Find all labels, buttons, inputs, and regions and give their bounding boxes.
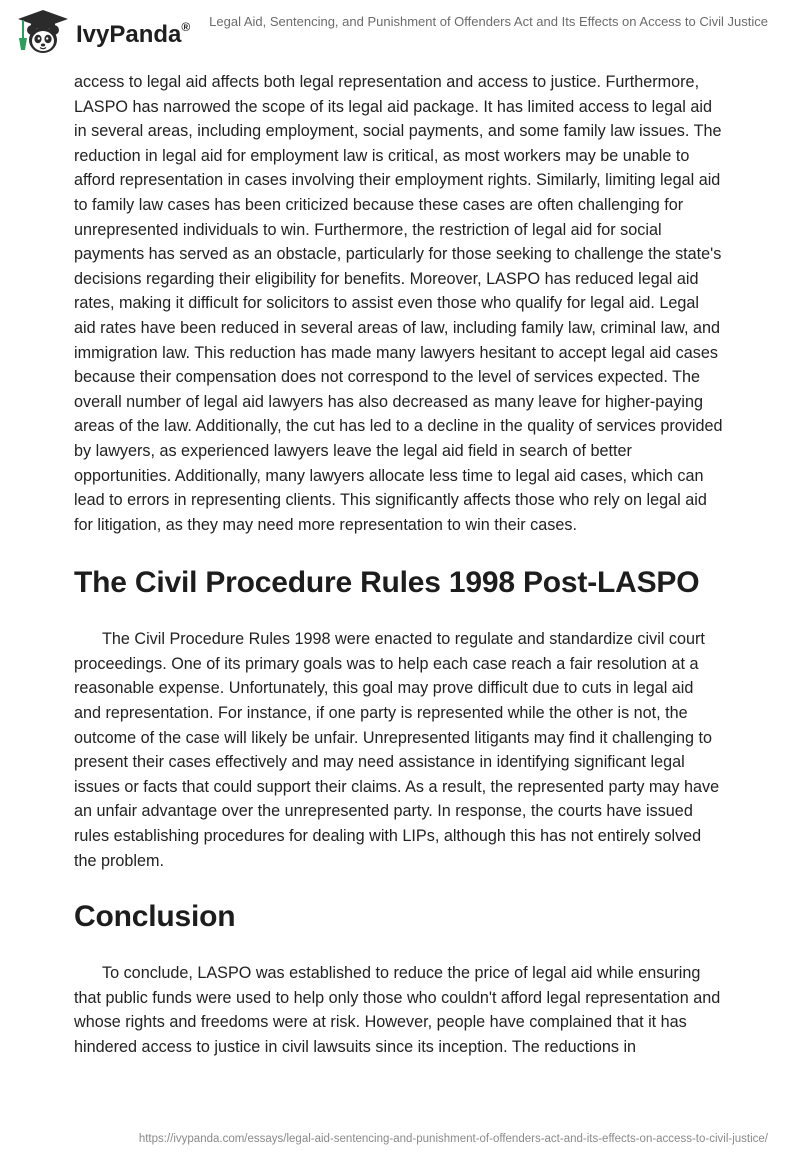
essay-content <box>74 70 724 1060</box>
section-heading-civil-procedure: The Civil Procedure Rules 1998 Post-LASPO <box>74 566 700 600</box>
section-heading-conclusion: Conclusion <box>74 900 236 934</box>
brand-name: IvyPanda® <box>76 20 191 48</box>
page-header <box>0 0 800 60</box>
panda-graduate-icon <box>14 8 72 56</box>
registered-mark: ® <box>181 20 191 34</box>
source-url[interactable]: https://ivypanda.com/essays/legal-aid-sentencing-and-punishment-of-offenders-act-and-its-effects-on-access-to-civil-justice/ <box>138 1133 768 1145</box>
document-title: Legal Aid, Sentencing, and Punishment of Offenders Act and Its Effects on Access to Civil Justice <box>209 14 768 29</box>
body-paragraph: To conclude, LASPO was established to reduce the price of legal aid while ensuring that public funds were used to help only those who couldn't afford legal representation and whose rights and freedoms were at risk. However, people have complained that it has hindered access to justice in civil lawsuits since its inception. The reductions in <box>74 964 721 1056</box>
body-paragraph: The Civil Procedure Rules 1998 were enacted to regulate and standardize civil court proceedings. One of its primary goals was to help each case reach a fair resolution at a reasonable expense. Unfortunately, this goal may prove difficult due to cuts in legal aid and representation. For instance, if one party is represented while the other is not, the outcome of the case will likely be unfair. Unrepresented litigants may find it challenging to present their cases effectively and may need assistance in identifying significant legal issues or facts that could support their claims. As a result, the represented party may have an unfair advantage over the unrepresented party. In response, the courts have issued rules establishing procedures for dealing with LIPs, although this has not entirely solved the problem. <box>74 630 720 870</box>
body-paragraph: access to legal aid affects both legal representation and access to justice. Furthermore, LASPO has narrowed the scope of its legal aid package. It has limited access to legal aid in several areas, including employment, social payments, and some family law issues. The reduction in legal aid for employment law is critical, as most workers may be unable to afford representation in cases involving their employment rights. Similarly, limiting legal aid to family law cases has been criticized because these cases are often challenging for unrepresented individuals to win. Furthermore, the restriction of legal aid for social payments has served as an obstacle, particularly for those seeking to challenge the state's decisions regarding their eligibility for benefits. Moreover, LASPO has reduced legal aid rates, making it difficult for solicitors to assist even those who qualify for legal aid. Legal aid rates have been reduced in several areas of law, including family law, criminal law, and immigration law. This reduction has made many lawyers hesitant to accept legal aid cases because their compensation does not correspond to the level of services expected. The overall number of legal aid lawyers has also decreased as many leave for higher-paying areas of the law. Additionally, the cut has led to a decline in the quality of services provided by lawyers, as experienced lawyers leave the legal aid field in search of better opportunities. Additionally, many lawyers allocate less time to legal aid cases, which can lead to errors in representing clients. This significantly affects those who rely on legal aid for litigation, as they may need more representation to win their cases. <box>74 73 723 534</box>
ivypanda-logo[interactable] <box>14 8 224 56</box>
